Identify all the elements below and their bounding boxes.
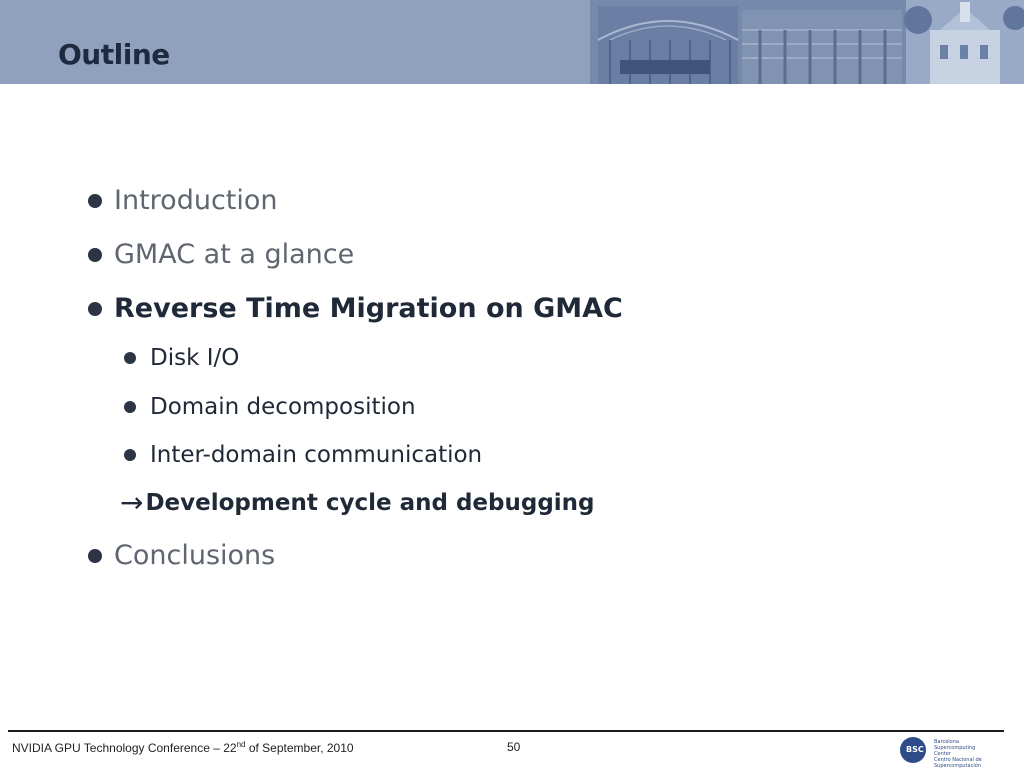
footer-conf-suffix: of September, 2010: [245, 741, 354, 755]
slide-title: Outline: [58, 38, 170, 71]
sub-item-dev-cycle: Development cycle and debugging: [145, 490, 595, 516]
logo-line: Centro Nacional de Supercomputación: [934, 757, 982, 769]
bsc-logo-mark-text: BSC: [906, 745, 924, 754]
page-number: 50: [507, 740, 521, 754]
list-item: [124, 394, 416, 420]
list-item: [124, 345, 239, 371]
logo-line: Center: [934, 751, 951, 757]
logo-line: Supercomputing: [934, 745, 976, 751]
list-item: [88, 239, 354, 270]
list-item: [120, 486, 595, 519]
list-item: [124, 442, 482, 468]
bullet-dot: [124, 449, 136, 461]
sub-item-disk-io: Disk I/O: [150, 345, 240, 371]
bullet-dot: [88, 194, 102, 208]
list-item: [88, 185, 278, 216]
sub-item-inter-domain-comm: Inter-domain communication: [150, 442, 483, 468]
bullet-dot: [124, 401, 136, 413]
footer-conf-sup: nd: [236, 740, 246, 749]
outline-item-gmac-glance: GMAC at a glance: [114, 239, 355, 270]
list-item: [88, 540, 275, 571]
bsc-logo: [900, 737, 1000, 769]
list-item: [88, 293, 623, 324]
footer-conference-text: [12, 740, 354, 755]
sub-item-domain-decomposition: Domain decomposition: [150, 394, 416, 420]
outline-item-conclusions: Conclusions: [114, 540, 276, 571]
footer-conf-prefix: NVIDIA GPU Technology Conference – 22: [12, 741, 237, 755]
arrow-icon: →: [120, 486, 144, 519]
bsc-logo-wordmark: [934, 739, 1000, 769]
outline-item-rtm-current: Reverse Time Migration on GMAC: [114, 293, 623, 324]
outline-item-introduction: Introduction: [114, 185, 278, 216]
logo-line: Barcelona: [934, 739, 959, 745]
bullet-dot: [88, 549, 102, 563]
footer-divider: [8, 730, 1004, 732]
bullet-dot: [124, 352, 136, 364]
bullet-dot: [88, 302, 102, 316]
bsc-logo-mark: [900, 737, 926, 763]
bullet-dot: [88, 248, 102, 262]
